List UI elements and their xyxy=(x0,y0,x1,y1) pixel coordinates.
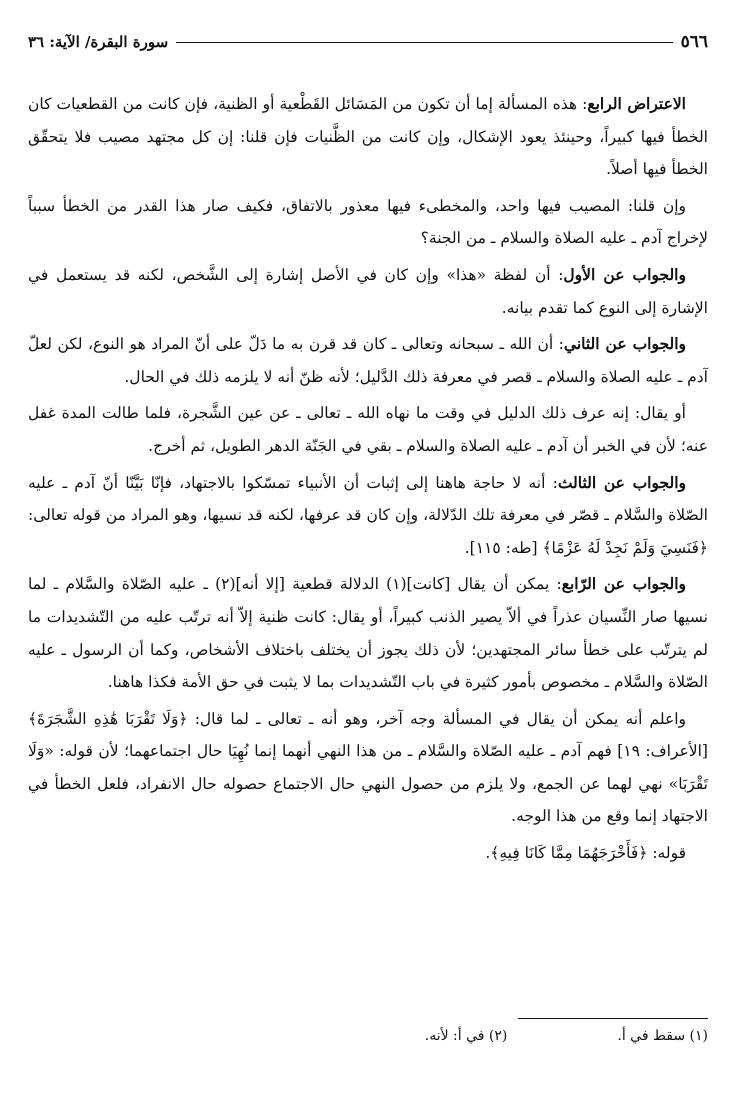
paragraph-continuation xyxy=(28,190,708,255)
footnote-2: (٢) في أ: لأنه. xyxy=(424,1028,508,1044)
paragraph-text: أو يقال: إنه عرف ذلك الدليل في وقت ما نهاه الله ـ تعالى ـ عن عين الشَّجرة، فلما طالت المدة غفل عنه؛ لأن في الخبر أن آدم ـ عليه الصلاة والسلام ـ بقي في الجَنّة الدهر الطويل، ثم أخرج. xyxy=(28,404,708,455)
paragraph-text: قوله: ﴿فَأَخْرَجَهُمَا مِمَّا كَانَا فِيهِ﴾. xyxy=(485,844,686,863)
paragraph-answer-1 xyxy=(28,259,708,324)
paragraph-lead: الاعتراض الرابع xyxy=(587,94,686,113)
paragraph-text: واعلم أنه يمكن أن يقال في المسألة وجه آخر، وهو أنه ـ تعالى ـ لما قال: ﴿وَلَا تَقْرَبَا هَٰذِهِ الشَّجَرَةَ﴾ [الأعراف: ١٩] فهم آدم ـ عليه الصّلاة والسَّلام ـ من هذا النهي أنهما إنما نُهِيَا حال اجتماعهما؛ لأن قوله: «وَلَا تَقْرَبَا» نهي لهما عن الجمع، ولا يلزم من حصول النهي حال الاجتماع حصوله حال الانفراد، فلعل الخطأ في الاجتهاد إنما وقع من هذا الوجه. xyxy=(28,709,708,826)
paragraph-another-view xyxy=(28,703,708,833)
paragraph-text: : هذه المسألة إما أن تكون من المَسَائل القَطْعية أو الظنية، فإن كانت من القطعيات كان الخطأ فيها كبيراً، وحينئذ يعود الإشكال، وإن كانت من الظَّنيات فإن قلنا: إن كل مجتهد مصيب فلا يتحقّق الخطأ فيها أصلاً. xyxy=(28,95,708,179)
paragraph-objection-4 xyxy=(28,88,708,186)
page-header xyxy=(28,30,708,54)
paragraph-answer-3 xyxy=(28,467,708,565)
paragraph-text: : أن لفظة «هذا» وإن كان في الأصل إشارة إلى الشَّخص، لكنه قد يستعمل في الإشارة إلى النوع كما تقدم بيانه. xyxy=(28,265,708,317)
paragraph-verse-heading xyxy=(28,837,708,870)
paragraph-text: : أن الله ـ سبحانه وتعالى ـ كان قد قرن به ما دَلّ على أنّ المراد هو النوع، لكن لعلّ آدم ـ عليه الصلاة والسلام ـ قصر في معرفة ذلك الدَّليل؛ لأنه ظنّ أنه لا يلزمه ذلك في الحال. xyxy=(28,335,708,386)
paragraph-alternative xyxy=(28,397,708,462)
paragraph-answer-2 xyxy=(28,328,708,393)
page-number: ٥٦٦ xyxy=(680,32,708,52)
paragraph-text: : أنه لا حاجة هاهنا إلى إثبات أن الأنبياء تمسّكوا بالاجتهاد، فإنّا بَيَّنّا أنّ آدم ـ عليه الصّلاة والسَّلام ـ قصّر في معرفة تلك الدّلالة، وإن كان قد عرفها، لكنه قد نسيها، وهو المراد من قوله تعالى: ﴿فَنَسِيَ وَلَمْ نَجِدْ لَهُ عَزْمًا﴾ [طه: ١١٥]. xyxy=(28,473,708,557)
header-rule xyxy=(176,42,672,43)
paragraph-text: وإن قلنا: المصيب فيها واحد، والمخطىء فيها معذور بالاتفاق، فكيف صار هذا القدر من الخطأ سبباً لإخراج آدم ـ عليه الصلاة والسلام ـ من الجنة؟ xyxy=(28,196,708,248)
paragraph-answer-4 xyxy=(28,568,708,698)
paragraph-lead: والجواب عن الرّابع xyxy=(561,574,686,594)
main-text xyxy=(28,88,708,874)
paragraph-lead: والجواب عن الثالث xyxy=(557,472,686,492)
footnotes xyxy=(28,1028,708,1044)
paragraph-lead: والجواب عن الأول xyxy=(563,264,686,284)
paragraph-text: : يمكن أن يقال [كانت](١) الدلالة قطعية [إلا أنه](٢) ـ عليه الصّلاة والسَّلام ـ لما نسيها صار النِّسيان عذراً في ألاّ يصير الذنب كبيراً، أو يقال: كانت ظنية إلاّ أنه ترتّب عليه من التّشديدات ما لم يترتّب على خطأ سائر المجتهدين؛ لأن ذلك يجوز أن يختلف باختلاف الأشخاص، وكما أن الرسول ـ عليه الصّلاة والسَّلام ـ مخصوص بأمور كثيرة في باب التّشديدات بما لا يثبت في حق الأمة فكذا هاهنا. xyxy=(28,575,708,692)
footnote-1: (١) سقط في أ. xyxy=(617,1028,708,1044)
paragraph-lead: والجواب عن الثاني xyxy=(563,334,686,354)
running-head: سورة البقرة/ الآية: ٣٦ xyxy=(28,33,169,51)
footnote-separator xyxy=(518,1018,708,1019)
